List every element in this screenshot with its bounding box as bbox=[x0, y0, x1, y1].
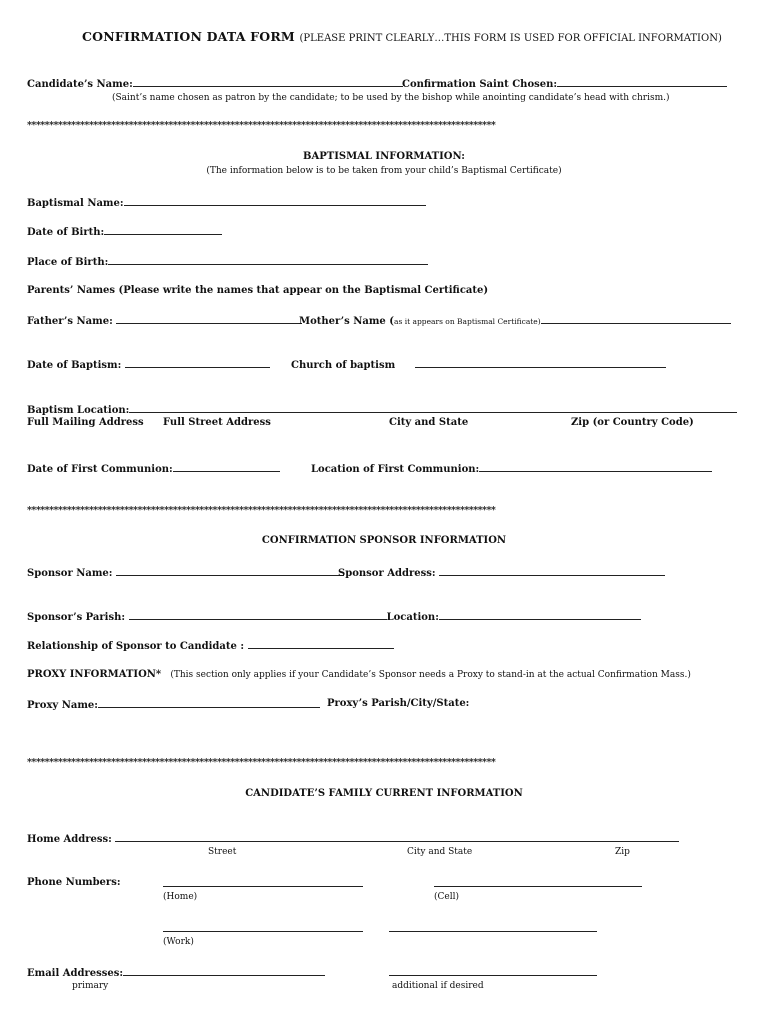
place-of-birth-row bbox=[27, 255, 428, 269]
sponsor-relationship-label: Relationship of Sponsor to Candidate : bbox=[27, 641, 245, 652]
sponsor-relationship-row bbox=[27, 639, 394, 653]
father-name-label: Father’s Name: bbox=[27, 316, 113, 327]
sponsor-address-row bbox=[338, 566, 665, 580]
baptismal-name-field[interactable] bbox=[124, 196, 426, 206]
proxy-name-field[interactable] bbox=[98, 698, 320, 708]
col-zip: Zip (or Country Code) bbox=[571, 417, 694, 428]
first-communion-date-field[interactable] bbox=[173, 462, 280, 472]
date-of-birth-row bbox=[27, 225, 222, 239]
separator-3: ********************************************************************************************************** bbox=[27, 758, 496, 768]
proxy-note: (This section only applies if your Candidate’s Sponsor needs a Proxy to stand-in at the actual Confirmation Mass.) bbox=[170, 670, 691, 680]
additional-email-field-wrap bbox=[389, 966, 597, 980]
sponsor-name-field[interactable] bbox=[116, 566, 344, 576]
sponsor-parish-row bbox=[27, 610, 641, 624]
form-title-text: CONFIRMATION DATA FORM bbox=[82, 29, 295, 44]
separator-1: ********************************************************************************************************** bbox=[27, 121, 496, 131]
home-phone-field[interactable] bbox=[163, 877, 363, 887]
additional-email-field[interactable] bbox=[389, 966, 597, 976]
baptism-date-field[interactable] bbox=[125, 358, 270, 368]
mother-name-field[interactable] bbox=[541, 314, 731, 324]
family-heading: CANDIDATE’S FAMILY CURRENT INFORMATION bbox=[245, 788, 523, 799]
email-row bbox=[27, 966, 325, 980]
mother-name-note: as it appears on Baptismal Certificate) bbox=[394, 317, 541, 326]
cell-phone-caption: (Cell) bbox=[434, 892, 459, 902]
col-city-state: City and State bbox=[389, 417, 469, 428]
email-label: Email Addresses: bbox=[27, 968, 124, 979]
additional-email-caption: additional if desired bbox=[392, 981, 484, 991]
baptism-location-label: Baptism Location: bbox=[27, 405, 130, 416]
proxy-name-row bbox=[27, 698, 320, 712]
separator-2: ********************************************************************************************************** bbox=[27, 506, 496, 516]
proxy-name-label: Proxy Name: bbox=[27, 700, 98, 711]
sponsor-parish-field[interactable] bbox=[129, 610, 387, 620]
first-communion-date-row bbox=[27, 462, 280, 476]
proxy-heading-row bbox=[27, 669, 691, 681]
phone-numbers-label: Phone Numbers: bbox=[27, 877, 121, 888]
church-of-baptism-row bbox=[291, 358, 666, 372]
address-zip-caption: Zip bbox=[615, 847, 630, 857]
address-city-state-caption: City and State bbox=[407, 847, 473, 857]
home-address-field[interactable] bbox=[115, 832, 679, 842]
father-name-row bbox=[27, 314, 302, 328]
sponsor-location-label: Location: bbox=[386, 612, 439, 623]
candidate-name-field[interactable] bbox=[133, 77, 403, 87]
baptismal-note: (The information below is to be taken from your child’s Baptismal Certificate) bbox=[206, 166, 562, 176]
proxy-parish-label: Proxy’s Parish/City/State: bbox=[327, 698, 470, 709]
baptism-date-label: Date of Baptism: bbox=[27, 360, 122, 371]
home-address-row bbox=[27, 832, 679, 846]
col-street-address: Full Street Address bbox=[163, 417, 271, 428]
form-title-note: (PLEASE PRINT CLEARLY…THIS FORM IS USED FOR OFFICIAL INFORMATION) bbox=[299, 33, 722, 44]
col-mailing-address: Full Mailing Address bbox=[27, 417, 144, 428]
sponsor-address-field[interactable] bbox=[439, 566, 665, 576]
first-communion-location-row bbox=[311, 462, 712, 476]
place-of-birth-label: Place of Birth: bbox=[27, 257, 109, 268]
church-of-baptism-field[interactable] bbox=[415, 358, 666, 368]
first-communion-date-label: Date of First Communion: bbox=[27, 464, 173, 475]
sponsor-address-label: Sponsor Address: bbox=[338, 568, 436, 579]
sponsor-name-label: Sponsor Name: bbox=[27, 568, 113, 579]
sponsor-relationship-field[interactable] bbox=[248, 639, 394, 649]
baptismal-name-row bbox=[27, 196, 426, 210]
cell-phone-field[interactable] bbox=[434, 877, 642, 887]
date-of-birth-label: Date of Birth: bbox=[27, 227, 105, 238]
home-phone-field-wrap bbox=[163, 877, 363, 891]
cell-phone-field-wrap bbox=[434, 877, 642, 891]
confirmation-saint-field[interactable] bbox=[557, 77, 727, 87]
proxy-heading: PROXY INFORMATION* bbox=[27, 669, 162, 680]
first-communion-location-label: Location of First Communion: bbox=[311, 464, 480, 475]
work-phone-field[interactable] bbox=[163, 922, 363, 932]
place-of-birth-field[interactable] bbox=[108, 255, 428, 265]
candidate-name-row bbox=[27, 77, 403, 91]
sponsor-parish-label: Sponsor’s Parish: bbox=[27, 612, 126, 623]
baptism-date-row bbox=[27, 358, 270, 372]
baptism-location-field[interactable] bbox=[129, 403, 737, 413]
address-street-caption: Street bbox=[208, 847, 237, 857]
candidate-name-label: Candidate’s Name: bbox=[27, 79, 133, 90]
baptismal-name-label: Baptismal Name: bbox=[27, 198, 124, 209]
primary-email-caption: primary bbox=[72, 981, 109, 991]
form-title bbox=[82, 30, 722, 45]
primary-email-field[interactable] bbox=[123, 966, 325, 976]
mother-name-label: Mother’s Name ( bbox=[299, 316, 394, 327]
sponsor-name-row bbox=[27, 566, 344, 580]
saint-note: (Saint’s name chosen as patron by the candidate; to be used by the bishop while anointing candidate’s head with chrism.) bbox=[112, 93, 670, 103]
mother-name-row bbox=[299, 314, 731, 328]
church-of-baptism-label: Church of baptism bbox=[291, 360, 396, 371]
baptismal-heading: BAPTISMAL INFORMATION: bbox=[303, 151, 465, 162]
home-address-label: Home Address: bbox=[27, 834, 112, 845]
parents-label: Parents’ Names (Please write the names that appear on the Baptismal Certificate) bbox=[27, 285, 489, 296]
extra-phone-field[interactable] bbox=[389, 922, 597, 932]
date-of-birth-field[interactable] bbox=[104, 225, 222, 235]
confirmation-saint-row bbox=[402, 77, 727, 91]
work-phone-caption: (Work) bbox=[163, 937, 194, 947]
extra-phone-field-wrap bbox=[389, 922, 597, 936]
home-phone-caption: (Home) bbox=[163, 892, 198, 902]
confirmation-saint-label: Confirmation Saint Chosen: bbox=[402, 79, 558, 90]
first-communion-location-field[interactable] bbox=[479, 462, 712, 472]
sponsor-heading: CONFIRMATION SPONSOR INFORMATION bbox=[261, 535, 507, 546]
baptism-location-row bbox=[27, 403, 737, 417]
sponsor-location-field[interactable] bbox=[439, 610, 641, 620]
work-phone-field-wrap bbox=[163, 922, 363, 936]
father-name-field[interactable] bbox=[116, 314, 302, 324]
